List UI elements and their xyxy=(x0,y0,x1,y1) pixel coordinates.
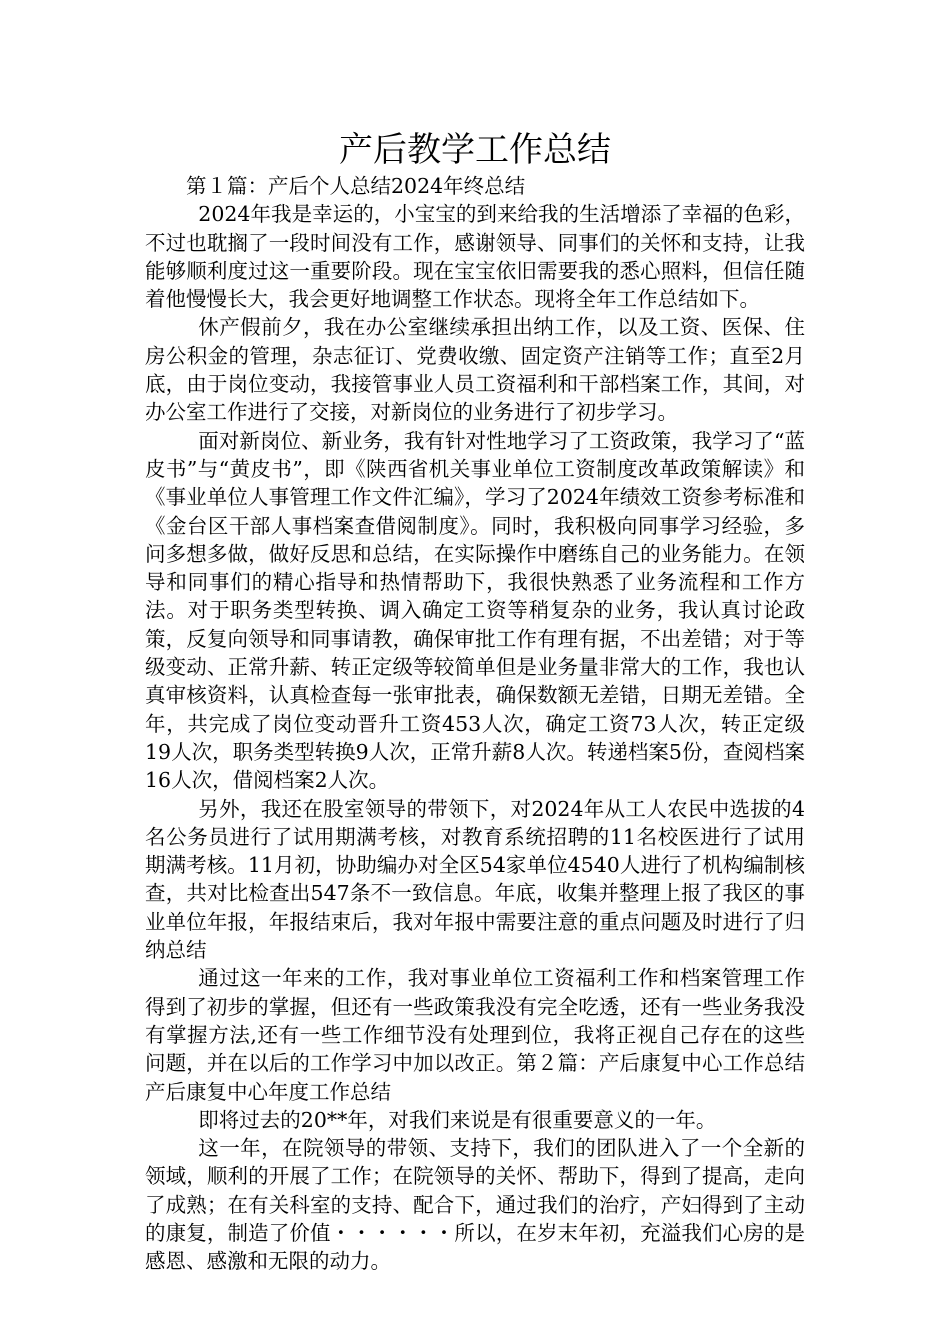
section-heading: 第１篇：产后个人总结2024年终总结 xyxy=(186,174,526,198)
paragraph-2: 休产假前夕，我在办公室继续承担出纳工作，以及工资、医保、住房公积金的管理，杂志征订、党费收缴、固定资产注销等工作；直至2月底，由于岗位变动，我接管事业人员工资福利和干部档案工作，其间，对办公室工作进行了交接，对新岗位的业务进行了初步学习。 xyxy=(145,315,805,425)
paragraph-6: 即将过去的20**年，对我们来说是有很重要意义的一年。 xyxy=(198,1107,717,1132)
paragraph-7: 这一年，在院领导的带领、支持下，我们的团队进入了一个全新的领域，顺利的开展了工作；在院领导的关怀、帮助下，得到了提高，走向了成熟；在有关科室的支持、配合下，通过我们的治疗，产妇得到了主动的康复，制造了价值・・・・・・所以，在岁末年初，充溢我们心房的是感恩、感激和无限的动力。 xyxy=(145,1136,805,1274)
paragraph-5: 通过这一年来的工作，我对事业单位工资福利工作和档案管理工作得到了初步的掌握，但还有一些政策我没有完全吃透，还有一些业务我没有掌握方法,还有一些工作细节没有处理到位，我将正视自己存在的这些问题，并在以后的工作学习中加以改正。第２篇：产后康复中心工作总结产后康复中心年度工作总结 xyxy=(145,966,805,1104)
paragraph-4: 另外，我还在股室领导的带领下，对2024年从工人农民中选拔的4名公务员进行了试用期满考核，对教育系统招聘的11名校医进行了试用期满考核。11月初，协助编办对全区54家单位4540人进行了机构编制核查，共对比检查出547条不一致信息。年底，收集并整理上报了我区的事业单位年报，年报结束后，我对年报中需要注意的重点问题及时进行了归纳总结 xyxy=(145,796,805,963)
paragraph-3: 面对新岗位、新业务，我有针对性地学习了工资政策，我学习了“蓝皮书”与“黄皮书”，即《陕西省机关事业单位工资制度改革政策解读》和《事业单位人事管理工作文件汇编》，学习了2024年绩效工资参考标准和《金台区干部人事档案查借阅制度》。同时，我积极向同事学习经验，多问多想多做，做好反思和总结，在实际操作中磨练自己的业务能力。在领导和同事们的精心指导和热情帮助下，我很快熟悉了业务流程和工作方法。对于职务类型转换、调入确定工资等稍复杂的业务，我认真讨论政策，反复向领导和同事请教，确保审批工作有理有据，不出差错；对于等级变动、正常升薪、转正定级等较简单但是业务量非常大的工作，我也认真审核资料，认真检查每一张审批表，确保数额无差错，日期无差错。全年，共完成了岗位变动晋升工资453人次，确定工资73人次，转正定级19人次，职务类型转换9人次，正常升薪8人次。转递档案5份，查阅档案16人次，借阅档案2人次。 xyxy=(145,428,805,793)
document-title: 产后教学工作总结 xyxy=(339,130,611,170)
document-body xyxy=(145,172,805,1276)
paragraph-1: 2024年我是幸运的，小宝宝的到来给我的生活增添了幸福的色彩，不过也耽搁了一段时间没有工作，感谢领导、同事们的关怀和支持，让我能够顺利度过这一重要阶段。现在宝宝依旧需要我的悉心照料，但信任随着他慢慢长大，我会更好地调整工作状态。现将全年工作总结如下。 xyxy=(145,202,805,312)
